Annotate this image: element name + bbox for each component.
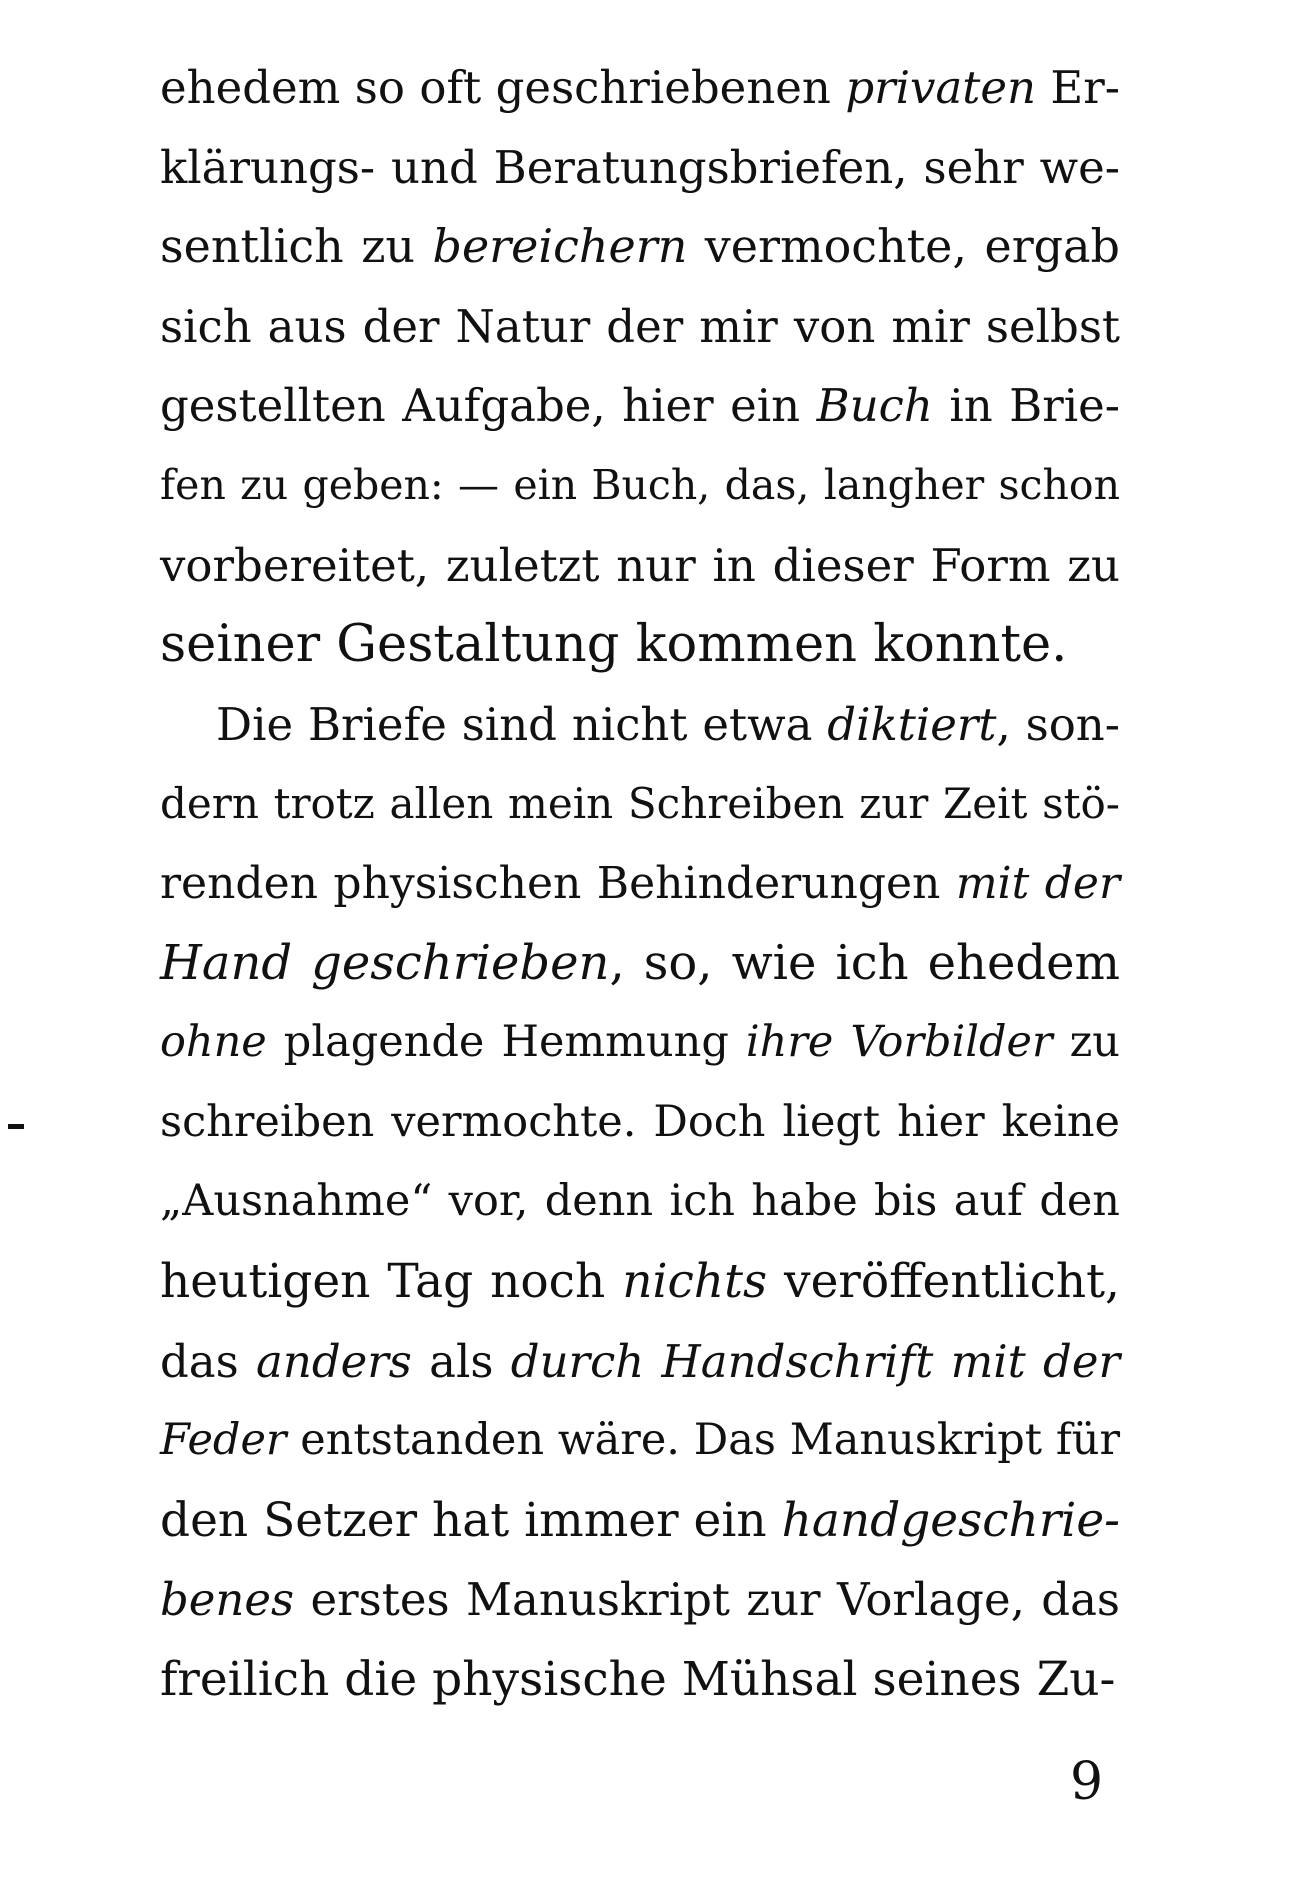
- text-line: [160, 526, 1120, 606]
- margin-mark: [8, 1124, 24, 1129]
- text-line: [160, 1162, 1120, 1242]
- text-segment: erstes Manuskript zur Vorlage, das: [294, 1573, 1120, 1627]
- emphasized-text: privaten: [845, 61, 1037, 114]
- text-segment: sich aus der Natur der mir von mir selbst: [160, 299, 1120, 353]
- text-line: [160, 1481, 1120, 1561]
- text-line: [160, 1083, 1120, 1163]
- emphasized-text: ihre Vorbilder: [745, 1017, 1053, 1068]
- text-segment: klärungs- und Beratungsbriefen, sehr we-: [160, 140, 1120, 194]
- text-line: [160, 844, 1120, 924]
- text-segment: , son-: [996, 697, 1120, 751]
- emphasized-text: durch Handschrift mit der: [510, 1334, 1120, 1388]
- text-segment: „Ausnahme“ vor, denn ich habe bis auf den: [160, 1176, 1120, 1227]
- emphasized-text: bereichern: [432, 219, 688, 274]
- text-segment: in Brie-: [932, 379, 1120, 433]
- text-segment: renden physischen Behinderungen: [160, 857, 956, 909]
- text-segment: schreiben vermochte. Doch liegt hier keine: [160, 1096, 1120, 1147]
- text-line: [160, 207, 1120, 287]
- text-line: [160, 685, 1120, 765]
- paragraph-2: [160, 685, 1120, 1720]
- emphasized-text: handgeschrie-: [781, 1492, 1121, 1548]
- text-segment: veröffentlicht,: [767, 1253, 1120, 1309]
- emphasized-text: Buch: [816, 379, 933, 433]
- text-line: [160, 1322, 1120, 1402]
- emphasized-text: Feder: [160, 1415, 287, 1466]
- text-line: [160, 128, 1120, 208]
- text-segment: , so, wie ich ehedem: [609, 934, 1121, 991]
- text-line: [160, 287, 1120, 367]
- text-line: [160, 1242, 1120, 1322]
- text-segment: zu: [1052, 1017, 1120, 1068]
- emphasized-text: benes: [160, 1573, 295, 1627]
- text-segment: gestellten Aufgabe, hier ein: [160, 379, 817, 433]
- text-segment: Die Briefe sind nicht etwa: [216, 697, 828, 751]
- emphasized-text: ohne: [160, 1017, 267, 1068]
- emphasized-text: nichts: [622, 1253, 768, 1309]
- text-segment: ehedem so oft geschriebenen: [160, 61, 846, 114]
- text-segment: sentlich zu: [160, 219, 433, 274]
- text-segment: Er-: [1036, 61, 1121, 114]
- page-number: 9: [1070, 1752, 1104, 1812]
- text-line: [160, 764, 1120, 844]
- text-line: [160, 446, 1120, 526]
- emphasized-text: anders: [256, 1334, 412, 1388]
- text-segment: dern trotz allen mein Schreiben zur Zeit stö-: [160, 779, 1120, 829]
- text-segment: vorbereitet, zuletzt nur in dieser Form zu: [160, 538, 1120, 592]
- text-line: [160, 605, 1120, 685]
- text-segment: fen zu geben: — ein Buch, das, langher schon: [160, 460, 1120, 509]
- text-segment: den Setzer hat immer ein: [160, 1492, 782, 1548]
- text-line: [160, 366, 1120, 446]
- text-line: [160, 924, 1120, 1004]
- text-line: [160, 1401, 1120, 1481]
- text-segment: das: [160, 1334, 257, 1388]
- paragraph-1: [160, 48, 1120, 685]
- emphasized-text: Hand geschrieben: [160, 934, 610, 991]
- text-segment: vermochte, ergab: [687, 219, 1120, 274]
- emphasized-text: mit der: [955, 857, 1120, 909]
- text-line: [160, 48, 1120, 128]
- text-line: [160, 1560, 1120, 1640]
- body-text: [160, 48, 1120, 1719]
- text-segment: plagende Hemmung: [266, 1017, 746, 1068]
- text-segment: entstanden wäre. Das Manuskript für: [286, 1415, 1120, 1466]
- text-segment: freilich die physische Mühsal seines Zu-: [160, 1651, 1116, 1707]
- text-line: [160, 1003, 1120, 1083]
- text-segment: als: [411, 1334, 511, 1388]
- emphasized-text: diktiert: [827, 697, 997, 751]
- text-line: [160, 1640, 1120, 1720]
- text-segment: heutigen Tag noch: [160, 1253, 623, 1309]
- text-segment: seiner Gestaltung kommen konnte.: [160, 615, 1068, 675]
